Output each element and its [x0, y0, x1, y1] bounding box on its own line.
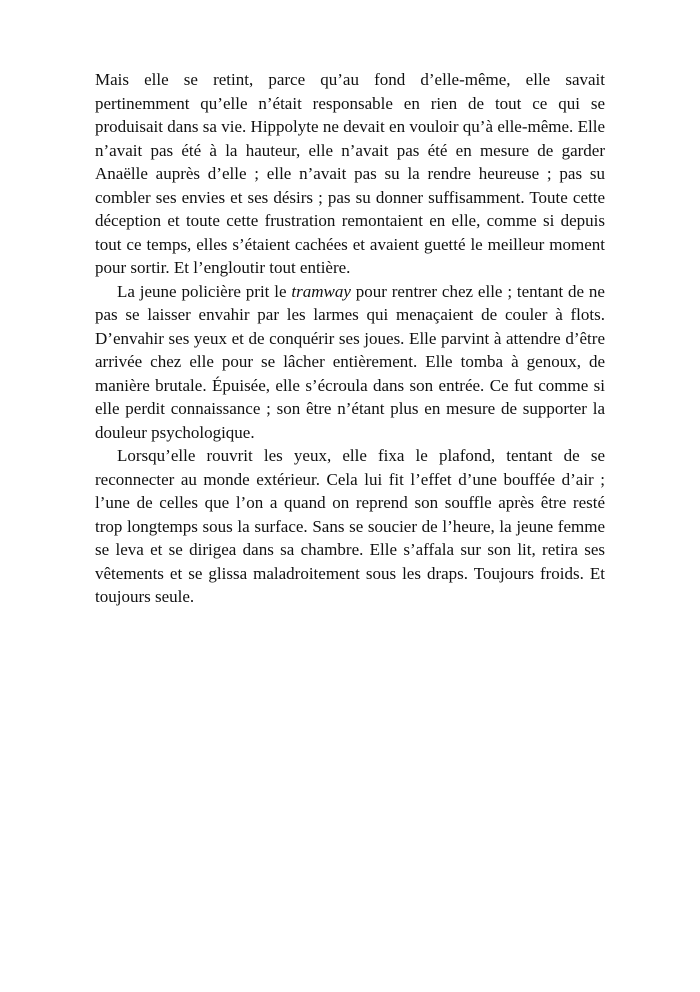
paragraph-2-italic-word: tramway [291, 281, 351, 301]
paragraph-2-text-end: pour rentrer chez elle ; tentant de ne pas se laisser envahir par les larmes qui menaçaient de couler à flots. D’envahir ses yeux et de conquérir ses joues. Elle parvint à attendre d’être arrivée chez elle pour se lâcher entièrement. Elle tomba à genoux, de manière brutale. Épuisée, elle s’écroula dans son entrée. Ce fut comme si elle perdit connaissance ; son être n’étant plus en mesure de supporter la douleur psychologique. [95, 281, 605, 442]
paragraph-3-text: Lorsqu’elle rouvrit les yeux, elle fixa le plafond, tentant de se reconnecter au monde extérieur. Cela lui fit l’effet d’une bouffée d’air ; l’une de celles que l’on a quand on reprend son souffle après être resté trop longtemps sous la surface. Sans se soucier de l’heure, la jeune femme se leva et se dirigea dans sa chambre. Elle s’affala sur son lit, retira ses vêtements et se glissa maladroitement sous les draps. Toujours froids. Et toujours seule. [95, 446, 605, 606]
paragraph-3 [95, 444, 605, 609]
paragraph-1 [95, 68, 605, 280]
body-text [95, 68, 605, 609]
paragraph-2-text-start: La jeune policière prit le [117, 281, 292, 301]
paragraph-2 [95, 280, 605, 445]
paragraph-1-text: Mais elle se retint, parce qu’au fond d’elle-même, elle savait pertinemment qu’elle n’était responsable en rien de tout ce qui se produisait dans sa vie. Hippolyte ne devait en vouloir qu’à elle-même. Elle n’avait pas été à la hauteur, elle n’avait pas été en mesure de garder Anaëlle auprès d’elle ; elle n’avait pas su la rendre heureuse ; pas su combler ses envies et ses désirs ; pas su donner suffisamment. Toute cette déception et toute cette frustration remontaient en elle, comme si depuis tout ce temps, elles s’étaient cachées et avaient guetté le meilleur moment pour sortir. Et l’engloutir tout entière. [95, 70, 605, 277]
